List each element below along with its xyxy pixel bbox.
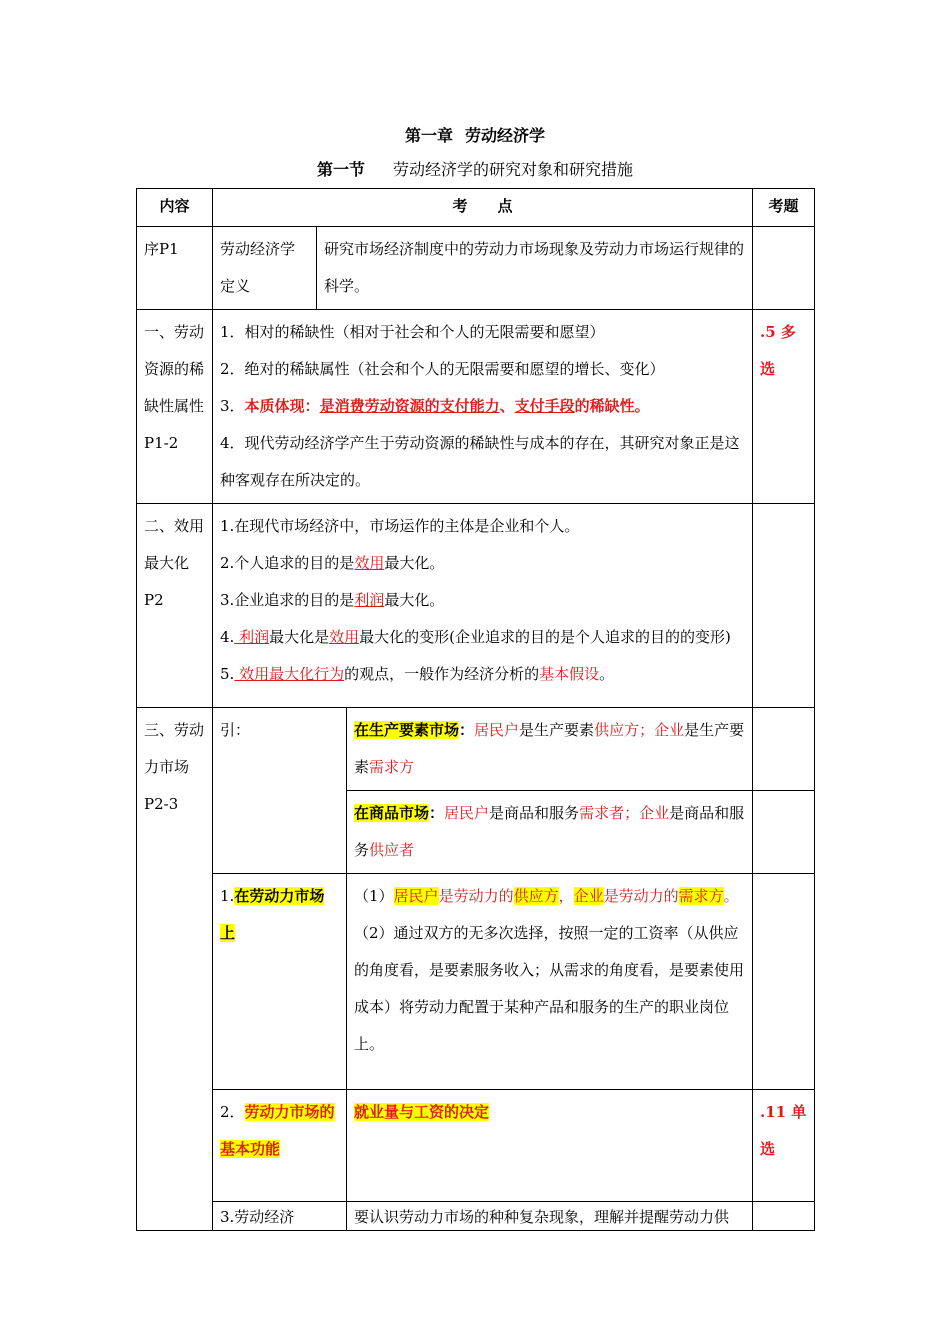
row-detail: 要认识劳动力市场的种种复杂现象，理解并提醒劳动力供 (347, 1202, 753, 1231)
section-name: 劳动经济学的研究对象和研究措施 (393, 160, 634, 179)
row-detail: 研究市场经济制度中的劳动力市场现象及劳动力市场运行规律的科学。 (317, 227, 753, 310)
point-3-num: 3． (220, 397, 245, 415)
subtopic-label: 在劳动力市场上 (220, 887, 325, 942)
point-3 (220, 388, 745, 425)
row-detail (213, 310, 753, 504)
factor-market-demander: 需求方 (369, 758, 415, 776)
factor-market-sep: ； (639, 721, 655, 739)
point-2: 2．绝对的稀缺属性（社会和个人的无限需要和愿望的增长、变化） (220, 360, 665, 378)
row-topic: 序P1 (137, 227, 213, 310)
table-row (137, 874, 815, 1090)
row-exam (753, 1202, 815, 1231)
point-5-tail: 。 (599, 665, 615, 683)
point-4-key-b: 效用 (329, 628, 360, 646)
factor-market-detail (347, 708, 753, 791)
table-row (137, 708, 815, 791)
row-subtopic (213, 874, 347, 1090)
point-1 (354, 878, 745, 915)
row-intro-label: 引： (213, 708, 347, 874)
goods-market-label: 在商品市场 (354, 804, 430, 822)
row-exam (753, 708, 815, 791)
goods-market-text-b: 是商品和服务 (354, 804, 745, 859)
table-row (137, 1202, 815, 1231)
point-2-text: 2.个人追求的目的是 (220, 554, 355, 572)
point-2 (220, 545, 745, 582)
point-3-sep: 、 (499, 397, 515, 415)
row-exam: .5 多选 (753, 310, 815, 504)
point-1: 1.在现代市场经济中，市场运作的主体是企业和个人。 (220, 517, 580, 535)
point-3-text: 3.企业追求的目的是 (220, 591, 355, 609)
factor-market-text-a: 是生产要素 (519, 721, 595, 739)
goods-market-supplier: 供应者 (369, 841, 415, 859)
point-5-key-a: 效用最大化行为 (234, 665, 345, 683)
table-row (137, 1090, 815, 1202)
row-topic: 一、劳动资源的稀缺性属性P1-2 (137, 310, 213, 504)
row-exam: .11 单选 (753, 1090, 815, 1202)
goods-market-sep: ； (624, 804, 640, 822)
point-1-firm: 企业 (573, 887, 604, 905)
table-header-row (137, 189, 815, 227)
section-number: 第一节 (316, 160, 365, 179)
point-1: 1．相对的稀缺性（相对于社会和个人的无限需要和愿望） (220, 323, 605, 341)
point-4-text: 最大化是 (269, 628, 330, 646)
point-2-tail: 最大化。 (384, 554, 445, 572)
row-topic: 二、效用最大化P2 (137, 504, 213, 708)
point-1-tail: 。 (723, 887, 739, 905)
point-3-tail: 的稀缺性。 (574, 397, 650, 415)
table-row (137, 227, 815, 310)
point-5-num: 5. (220, 665, 235, 683)
point-5-text: 的观点，一般作为经济分析的 (344, 665, 540, 683)
point-1-supplier: 供应方 (513, 887, 559, 905)
point-3-tail: 最大化。 (384, 591, 445, 609)
point-4-tail: 最大化的变形(企业追求的目的是个人追求的目的的变形) (359, 628, 731, 646)
goods-market-colon: ： (429, 804, 445, 822)
point-1-num: （1） (354, 887, 394, 905)
goods-market-household: 居民户 (444, 804, 490, 822)
point-1-text-b: 是劳动力的 (603, 887, 679, 905)
goods-market-demander: 需求者 (579, 804, 625, 822)
table-row (137, 504, 815, 708)
study-table (136, 188, 815, 1231)
row-subtopic: 3.劳动经济 (213, 1202, 347, 1231)
factor-market-firm: 企业 (654, 721, 685, 739)
point-3 (220, 582, 745, 619)
table-row (137, 310, 815, 504)
point-3-key-a: 是消费劳动资源的支付能力 (319, 397, 500, 415)
factor-market-colon: ： (459, 721, 475, 739)
goods-market-firm: 企业 (639, 804, 670, 822)
point-3-key-b: 支付手段 (514, 397, 575, 415)
point-5-key-b: 基本假设 (539, 665, 600, 683)
header-points: 考 点 (213, 189, 753, 227)
factor-market-label: 在生产要素市场 (354, 721, 460, 739)
row-exam (753, 227, 815, 310)
goods-market-detail (347, 791, 753, 874)
point-3-label: 本质体现： (244, 397, 320, 415)
point-5 (220, 656, 745, 693)
row-subtopic: 劳动经济学定义 (213, 227, 317, 310)
subtopic-label: 劳动力市场的基本功能 (220, 1103, 335, 1158)
chapter-number: 第一章 (404, 126, 453, 145)
point-1-demander: 需求方 (678, 887, 724, 905)
function-text: 就业量与工资的决定 (354, 1103, 490, 1121)
point-2: （2）通过双方的无多次选择，按照一定的工资率（从供应的角度看，是要素服务收入；从需求的角度看，是要素使用成本）将劳动力配置于某种产品和服务的生产的职业岗位上。 (354, 924, 745, 1053)
chapter-title (0, 124, 950, 148)
factor-market-supplier: 供应方 (594, 721, 640, 739)
point-1-household: 居民户 (393, 887, 439, 905)
goods-market-text-a: 是商品和服务 (489, 804, 580, 822)
row-exam (753, 504, 815, 708)
header-exam: 考题 (753, 189, 815, 227)
row-subtopic (213, 1090, 347, 1202)
point-1-sep: ， (558, 887, 574, 905)
row-topic: 三、劳动力市场P2-3 (137, 708, 213, 1231)
header-content: 内容 (137, 189, 213, 227)
factor-market-text-b: 是生产要素 (354, 721, 745, 776)
point-4 (220, 619, 745, 656)
row-detail (347, 874, 753, 1090)
point-4: 4．现代劳动经济学产生于劳动资源的稀缺性与成本的存在，其研究对象正是这种客观存在所决定的。 (220, 434, 740, 489)
point-1-text-a: 是劳动力的 (438, 887, 514, 905)
point-3-key: 利润 (354, 591, 385, 609)
subtopic-num: 2． (220, 1103, 245, 1121)
subtopic-num: 1. (220, 887, 235, 905)
factor-market-household: 居民户 (474, 721, 520, 739)
row-exam (753, 874, 815, 1090)
row-exam (753, 791, 815, 874)
point-4-num: 4. (220, 628, 235, 646)
row-detail (347, 1090, 753, 1202)
point-2-key: 效用 (354, 554, 385, 572)
section-title (0, 158, 950, 182)
chapter-name: 劳动经济学 (465, 126, 546, 145)
row-detail (213, 504, 753, 708)
point-4-key-a: 利润 (234, 628, 270, 646)
